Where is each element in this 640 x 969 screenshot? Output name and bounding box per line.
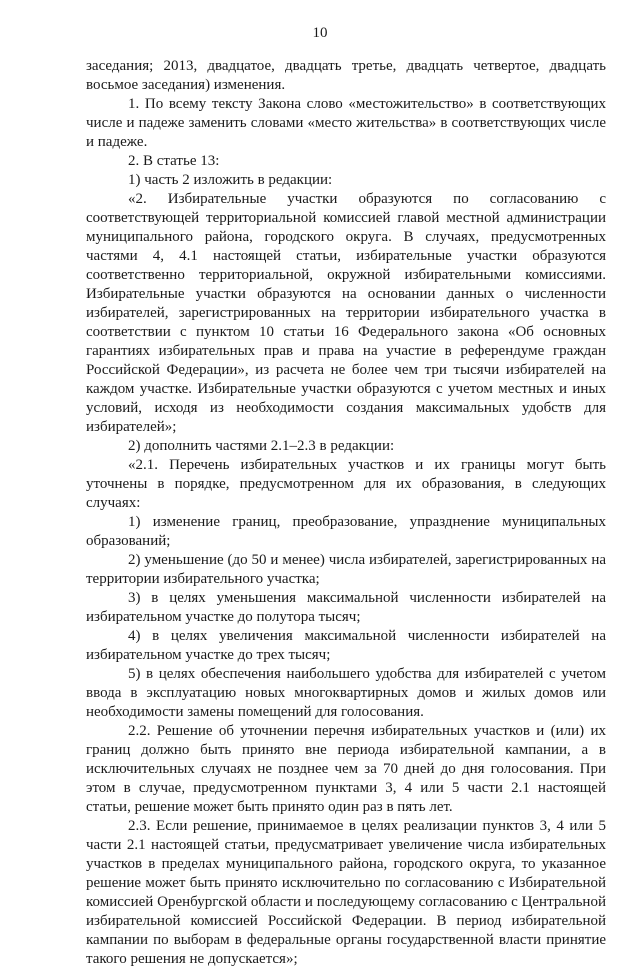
paragraph: 2) уменьшение (до 50 и менее) числа избирателей, зарегистрированных на территории избирательного участка; [86,552,606,587]
paragraph: 3) в целях уменьшения максимальной численности избирателей на избирательном участке до полутора тысяч; [86,590,606,625]
paragraph: 1. По всему тексту Закона слово «местожительство» в соответствующих числе и падеже заменить словами «место жительства» в соответствующих числе и падеже. [86,96,606,150]
paragraph: 5) в целях обеспечения наибольшего удобства для избирателей с учетом ввода в эксплуатацию новых многоквартирных домов и жилых домов или необходимости замены помещений для голосования. [86,666,606,720]
paragraph: «2.1. Перечень избирательных участков и их границы могут быть уточнены в порядке, предусмотренном для их образования, в следующих случаях: [86,457,606,511]
page-number: 10 [312,25,328,41]
paragraph: 2. В статье 13: [128,153,220,169]
paragraph: заседания; 2013, двадцатое, двадцать третье, двадцать четвертое, двадцать восьмое заседания) изменения. [86,58,606,93]
paragraph: 2.2. Решение об уточнении перечня избирательных участков и (или) их границ должно быть принято вне периода избирательной кампании, а в исключительных случаях не позднее чем за 70 дней до дня голосования. При этом в случае, предусмотренном пунктами 3, 4 или 5 части 2.1 настоящей статьи, решение может быть принято один раз в пять лет. [86,723,606,815]
paragraph: 1) часть 2 изложить в редакции: [128,172,333,188]
paragraph: 2) дополнить частями 2.1–2.3 в редакции: [128,438,395,454]
document-body [86,57,606,969]
paragraph: «2. Избирательные участки образуются по согласованию с соответствующей территориальной комиссией главой местной администрации муниципального района, городского округа. В случаях, предусмотренных частями 4, 4.1 настоящей статьи, избирательные участки образуются соответственно территориальной, окружной избирательными комиссиями. Избирательные участки образуются на основании данных о численности избирателей, зарегистрированных на территории избирательного участка в соответствии с пунктом 10 статьи 16 Федерального закона «Об основных гарантиях избирательных прав и права на участие в референдуме граждан Российской Федерации», из расчета не более чем три тысячи избирателей на каждом участке. Избирательные участки образуются с учетом местных и иных условий, исходя из необходимости создания максимальных удобств для избирателей»; [86,191,606,435]
paragraph: 4) в целях увеличения максимальной численности избирателей на избирательном участке до трех тысяч; [86,628,606,663]
paragraph: 2.3. Если решение, принимаемое в целях реализации пунктов 3, 4 или 5 части 2.1 настоящей статьи, предусматривает увеличение числа избирательных участков в пределах муниципального района, городского округа, то указанное решение может быть принято исключительно по согласованию с Избирательной комиссией Оренбургской области и последующему согласованию с Центральной избирательной комиссией Российской Федерации. В период избирательной кампании по выборам в федеральные органы государственной власти принятие такого решения не допускается»; [86,818,606,967]
paragraph: 1) изменение границ, преобразование, упразднение муниципальных образований; [86,514,606,549]
